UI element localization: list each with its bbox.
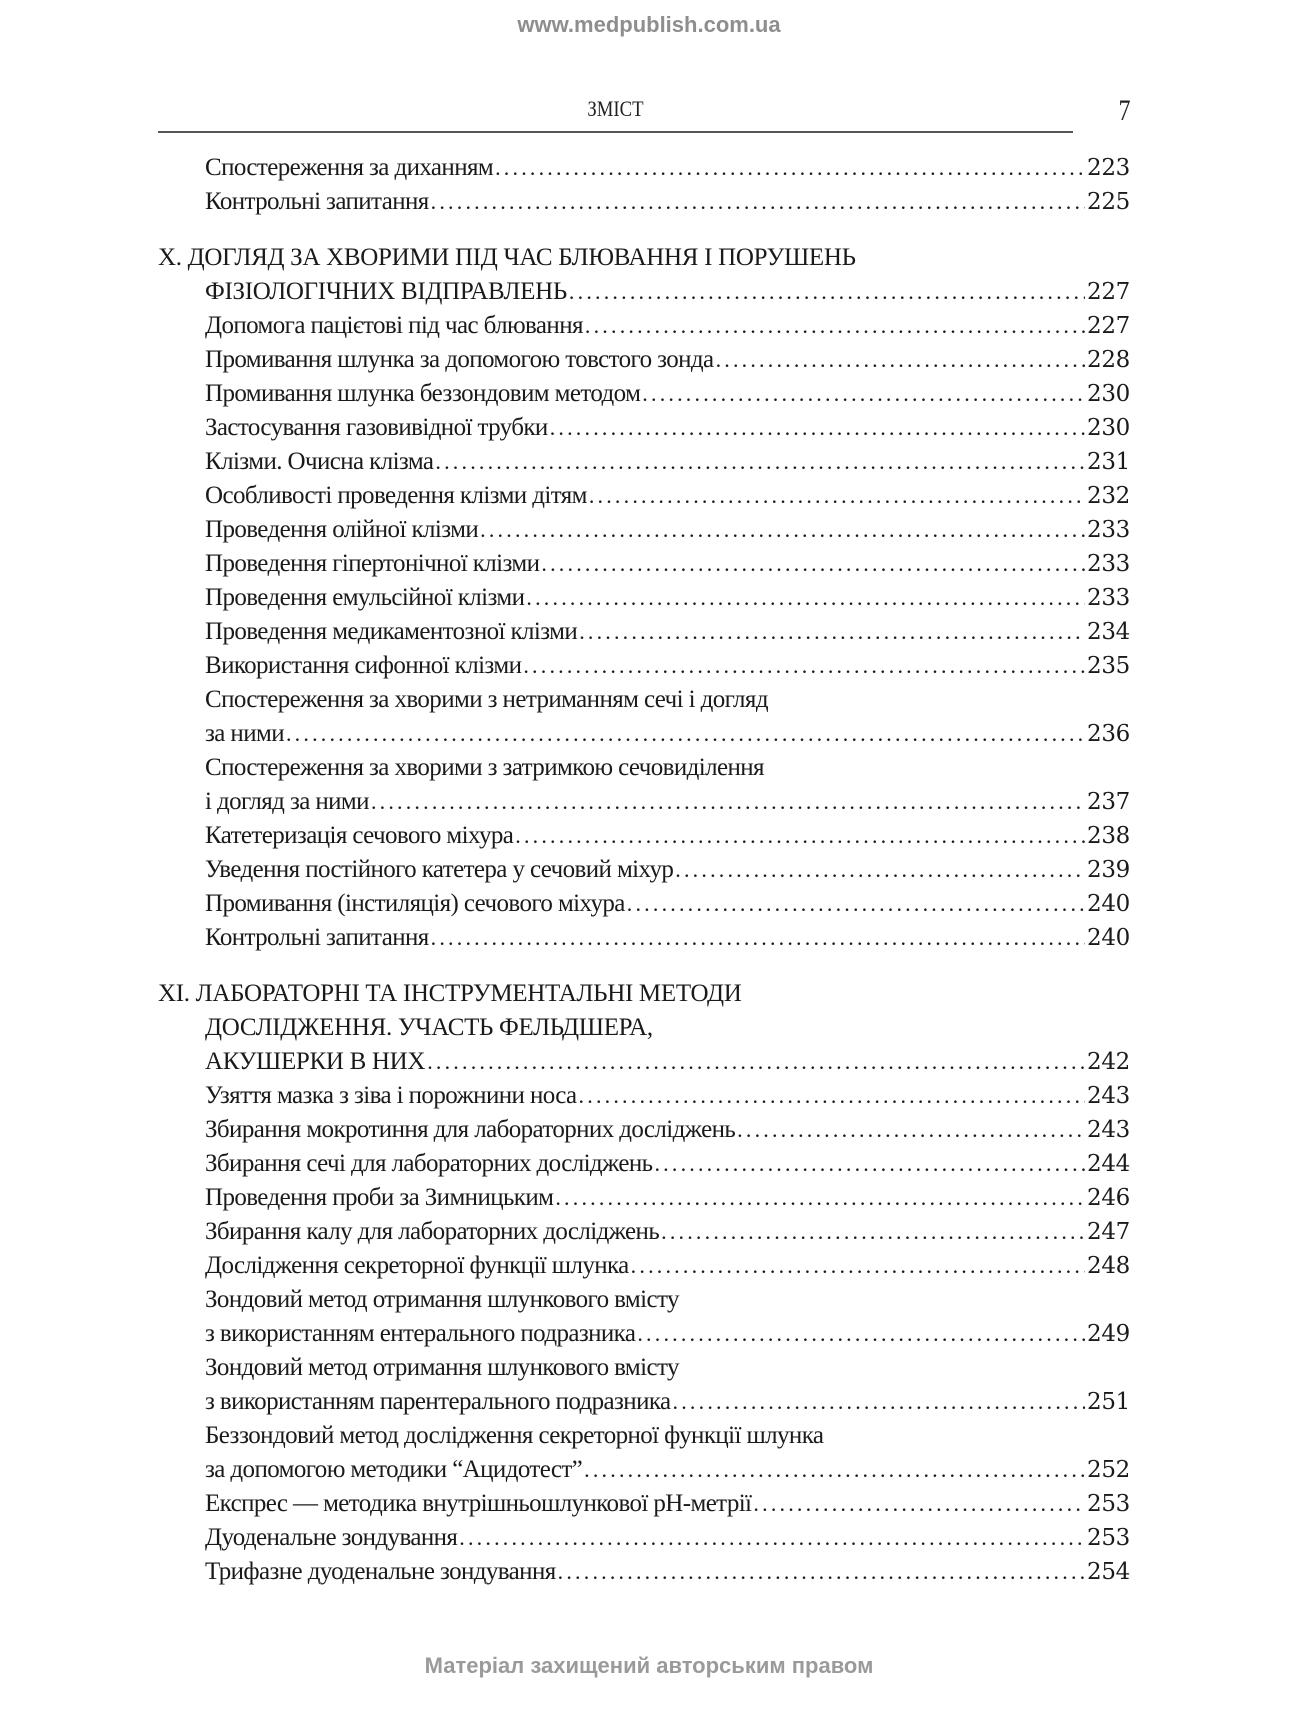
leader-dots (286, 717, 1085, 751)
chapter-heading-xi-cont[interactable] (158, 1045, 1130, 1079)
toc-entry-line1[interactable] (158, 1283, 1130, 1317)
toc-entry-line1[interactable] (158, 751, 1130, 785)
toc-entry-title: Допомога пацієтові під час блювання (205, 312, 583, 339)
chapter-title-line: ДОСЛІДЖЕННЯ. УЧАСТЬ ФЕЛЬДШЕРА, (205, 1014, 653, 1041)
toc-entry-title: Клізми. Очисна клізма (205, 448, 434, 475)
page-number: 7 (1118, 94, 1131, 127)
toc-entry[interactable] (158, 1079, 1130, 1113)
chapter-heading-xi[interactable] (158, 977, 1130, 1011)
toc-entry-title: Особливості проведення клізми дітям (205, 482, 587, 509)
toc-entry[interactable] (158, 1249, 1130, 1283)
leader-dots (589, 479, 1085, 513)
leader-dots (654, 1147, 1085, 1181)
chapter-title-line: XI. ЛАБОРАТОРНІ ТА ІНСТРУМЕНТАЛЬНІ МЕТОДИ (158, 980, 742, 1007)
section-gap (158, 955, 1130, 977)
toc-entry-title: і догляд за ними (205, 788, 369, 815)
toc-entry-title: Зондовий метод отримання шлункового вмісту (205, 1286, 679, 1313)
toc-entry-line1[interactable] (158, 1419, 1130, 1453)
toc-entry[interactable] (158, 615, 1130, 649)
toc-entry-page: 236 (1087, 721, 1130, 747)
toc-entry-title: Катетеризація сечового міхура (205, 822, 514, 849)
toc-entry-page: 238 (1087, 823, 1130, 849)
toc-entry-title: Проведення проби за Зимницьким (205, 1184, 554, 1211)
leader-dots (637, 1317, 1085, 1351)
leader-dots (584, 1453, 1085, 1487)
toc-entry-page: 252 (1087, 1457, 1130, 1483)
toc-entry-title: Промивання шлунка беззондовим методом (205, 380, 641, 407)
toc-entry-page: 230 (1087, 415, 1130, 441)
leader-dots (579, 1079, 1085, 1113)
toc-entry-page: 233 (1087, 551, 1130, 577)
chapter-heading-xi-cont[interactable] (158, 1011, 1130, 1045)
table-of-contents (158, 151, 1130, 1589)
toc-entry[interactable] (158, 513, 1130, 547)
leader-dots (427, 1045, 1085, 1079)
leader-dots (523, 649, 1085, 683)
toc-entry-page: 249 (1087, 1321, 1130, 1347)
toc-entry-page: 240 (1087, 891, 1130, 917)
leader-dots (631, 1249, 1085, 1283)
toc-entry-title: за допомогою методики “Ацидотест” (205, 1456, 583, 1483)
toc-entry[interactable] (158, 343, 1130, 377)
toc-entry[interactable] (158, 819, 1130, 853)
toc-entry[interactable] (158, 151, 1130, 185)
toc-entry-title: Застосування газовивідної трубки (205, 414, 548, 441)
toc-entry-page: 231 (1087, 449, 1130, 475)
toc-entry-page: 232 (1087, 483, 1130, 509)
toc-entry-page: 228 (1087, 347, 1130, 373)
toc-entry[interactable] (158, 921, 1130, 955)
leader-dots (753, 1487, 1085, 1521)
toc-entry[interactable] (158, 1181, 1130, 1215)
toc-entry[interactable] (158, 1385, 1130, 1419)
chapter-title-line: ФІЗІОЛОГІЧНИХ ВІДПРАВЛЕНЬ (205, 278, 567, 305)
toc-entry-title: Спостереження за хворими з затримкою сечовиділення (205, 754, 764, 781)
toc-entry-title: Експрес — методика внутрішньошлункової рН-метрії (205, 1490, 752, 1517)
toc-entry[interactable] (158, 649, 1130, 683)
toc-entry-title: Використання сифонної клізми (205, 652, 522, 679)
toc-entry-page: 237 (1087, 789, 1130, 815)
toc-entry-title: Проведення олійної клізми (205, 516, 479, 543)
toc-entry-page: 227 (1087, 313, 1130, 339)
toc-entry-page: 248 (1087, 1253, 1130, 1279)
toc-entry-title: Спостереження за диханням (205, 154, 494, 181)
chapter-title-line: X. ДОГЛЯД ЗА ХВОРИМИ ПІД ЧАС БЛЮВАННЯ І ПОРУШЕНЬ (158, 244, 856, 271)
leader-dots (673, 1385, 1085, 1419)
toc-entry[interactable] (158, 185, 1130, 219)
toc-entry-page: 244 (1087, 1151, 1130, 1177)
toc-entry-page: 247 (1087, 1219, 1130, 1245)
toc-entry-line1[interactable] (158, 1351, 1130, 1385)
leader-dots (495, 151, 1085, 185)
leader-dots (480, 513, 1085, 547)
toc-entry[interactable] (158, 547, 1130, 581)
toc-entry-page: 223 (1087, 155, 1130, 181)
running-head: ЗМІСТ (587, 96, 644, 121)
toc-entry-page: 239 (1087, 857, 1130, 883)
toc-entry-title: Збирання сечі для лабораторних досліджень (205, 1150, 653, 1177)
toc-entry[interactable] (158, 1317, 1130, 1351)
toc-entry[interactable] (158, 887, 1130, 921)
leader-dots (550, 411, 1085, 445)
leader-dots (431, 185, 1085, 219)
toc-entry-title: Проведення медикаментозної клізми (205, 618, 578, 645)
toc-entry-title: Контрольні запитання (205, 188, 429, 215)
toc-entry-page: 246 (1087, 1185, 1130, 1211)
toc-entry-page: 233 (1087, 585, 1130, 611)
toc-entry-title: Промивання (інстиляція) сечового міхура (205, 890, 625, 917)
chapter-heading-x[interactable] (158, 241, 1130, 275)
leader-dots (585, 309, 1085, 343)
toc-entry[interactable] (158, 853, 1130, 887)
toc-entry-page: 253 (1087, 1525, 1130, 1551)
leader-dots (431, 921, 1085, 955)
toc-entry-page: 230 (1087, 381, 1130, 407)
toc-entry-page: 253 (1087, 1491, 1130, 1517)
toc-entry[interactable] (158, 1453, 1130, 1487)
chapter-heading-x-cont[interactable] (158, 275, 1130, 309)
chapter-page: 227 (1087, 279, 1130, 305)
leader-dots (459, 1521, 1085, 1555)
section-gap (158, 219, 1130, 241)
leader-dots (526, 581, 1085, 615)
chapter-page: 242 (1087, 1049, 1130, 1075)
leader-dots (737, 1113, 1085, 1147)
leader-dots (675, 853, 1085, 887)
leader-dots (515, 819, 1085, 853)
toc-entry-title: Промивання шлунка за допомогою товстого зонда (205, 346, 714, 373)
toc-entry-title: Збирання мокротиння для лабораторних досліджень (205, 1116, 736, 1143)
leader-dots (569, 275, 1085, 309)
copyright-watermark: Матеріал захищений авторським правом (424, 1653, 874, 1678)
toc-entry[interactable] (158, 581, 1130, 615)
toc-entry[interactable] (158, 717, 1130, 751)
leader-dots (555, 1181, 1085, 1215)
toc-entry[interactable] (158, 1487, 1130, 1521)
leader-dots (627, 887, 1085, 921)
leader-dots (371, 785, 1085, 819)
leader-dots (435, 445, 1085, 479)
toc-entry-title: за ними (205, 720, 284, 747)
toc-entry-title: Трифазне дуоденальне зондування (205, 1558, 556, 1585)
leader-dots (642, 377, 1085, 411)
toc-entry[interactable] (158, 309, 1130, 343)
toc-entry-page: 243 (1087, 1117, 1130, 1143)
toc-entry-line1[interactable] (158, 683, 1130, 717)
toc-entry[interactable] (158, 785, 1130, 819)
toc-entry-title: Беззондовий метод дослідження секреторної функції шлунка (205, 1422, 824, 1449)
toc-entry[interactable] (158, 1555, 1130, 1589)
toc-entry-page: 234 (1087, 619, 1130, 645)
leader-dots (579, 615, 1085, 649)
toc-entry-title: з використанням парентерального подразника (205, 1388, 671, 1415)
toc-entry-title: Контрольні запитання (205, 924, 429, 951)
toc-entry[interactable] (158, 1113, 1130, 1147)
toc-entry-title: Проведення емульсійної клізми (205, 584, 525, 611)
toc-entry[interactable] (158, 1521, 1130, 1555)
toc-entry[interactable] (158, 377, 1130, 411)
toc-entry-page: 235 (1087, 653, 1130, 679)
toc-entry-title: Уведення постійного катетера у сечовий міхур (205, 856, 674, 883)
toc-entry-page: 233 (1087, 517, 1130, 543)
header-rule (158, 131, 1073, 133)
leader-dots (661, 1215, 1085, 1249)
toc-entry-title: Узяття мазка з зіва і порожнини носа (205, 1082, 577, 1109)
toc-entry-title: Проведення гіпертонічної клізми (205, 550, 540, 577)
toc-entry-title: Дослідження секреторної функції шлунка (205, 1252, 629, 1279)
toc-entry-page: 251 (1087, 1389, 1130, 1415)
toc-entry-page: 225 (1087, 189, 1130, 215)
toc-entry-page: 240 (1087, 925, 1130, 951)
toc-entry-page: 254 (1087, 1559, 1130, 1585)
toc-entry-title: Спостереження за хворими з нетриманням сечі і догляд (205, 686, 768, 713)
toc-entry-title: Зондовий метод отримання шлункового вмісту (205, 1354, 679, 1381)
toc-entry-title: Збирання калу для лабораторних досліджень (205, 1218, 660, 1245)
toc-entry-page: 243 (1087, 1083, 1130, 1109)
toc-entry[interactable] (158, 479, 1130, 513)
watermark-url: www.medpublish.com.ua (517, 12, 781, 37)
toc-entry[interactable] (158, 445, 1130, 479)
chapter-title-line: АКУШЕРКИ В НИХ (205, 1048, 426, 1075)
toc-entry[interactable] (158, 411, 1130, 445)
toc-entry[interactable] (158, 1147, 1130, 1181)
leader-dots (558, 1555, 1085, 1589)
toc-entry[interactable] (158, 1215, 1130, 1249)
toc-entry-title: з використанням ентерального подразника (205, 1320, 636, 1347)
toc-entry-title: Дуоденальне зондування (205, 1524, 458, 1551)
leader-dots (716, 343, 1085, 377)
leader-dots (541, 547, 1085, 581)
